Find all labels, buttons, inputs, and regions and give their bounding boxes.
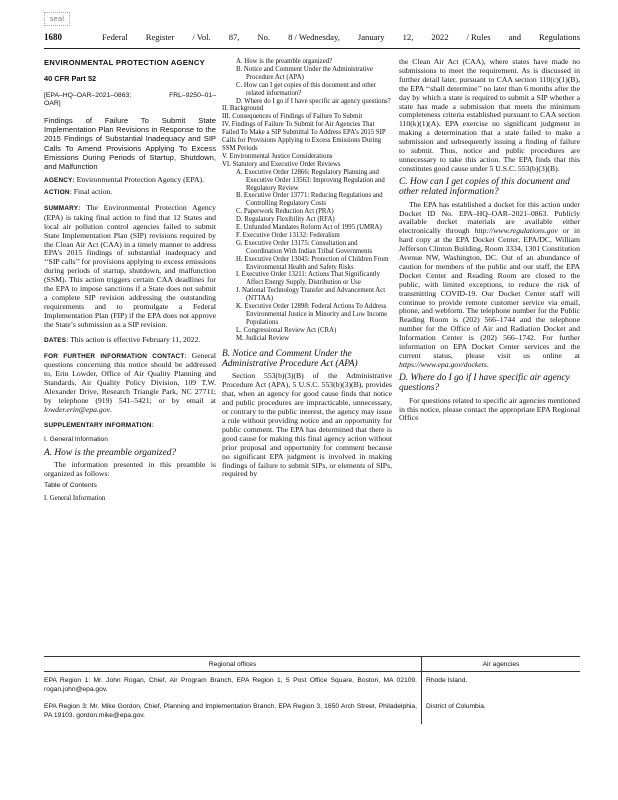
- running-title-segment: 87,: [228, 32, 240, 42]
- toc-first-item: I. General Information: [44, 494, 106, 502]
- table-cell-air-agency: District of Columbia.: [426, 703, 486, 710]
- agency-line: [44, 176, 216, 186]
- seal-stamp-icon: seal: [44, 12, 70, 26]
- supplementary-line: [44, 421, 216, 431]
- table-header: [44, 657, 580, 672]
- supplementary-label: SUPPLEMENTARY INFORMATION: [44, 421, 152, 429]
- table-cell-regional-office: EPA Region 3: Mr. Mike Gordon, Chief, Planning and Implementation Branch, EPA Region 3, 1650 Arch Street, Philadelphia, PA 19103. gordon.mike@epa.gov.: [44, 698, 422, 724]
- running-title-segment: / Vol.: [192, 32, 211, 42]
- summary-text: : The Environmental Protection Agency (EPA) is taking final action to find that 12 States and local air pollution control agencies failed to submit State Implementation Plan (SIP) revisions required by the Clean Air Act (CAA) in a timely manner to address EPA’s 2015 findings of substantial inadequacy and ‘‘SIP calls’’ for provisions applying to excess emissions during periods of startup, shutdown, and malfunction (SSM). This action triggers certain CAA deadlines for the EPA to impose sanctions if a State does not submit a complete SIP revision addressing the outstanding requirements and to promulgate a Federal Implementation Plan (FIP) if the EPA does not approve the State’s submission as a SIP revision.: [44, 202, 216, 329]
- paragraph-c: [399, 201, 580, 370]
- paragraph-c-end: .: [486, 359, 489, 369]
- table-of-contents: [222, 58, 392, 343]
- table-header-regional-offices: Regional offices: [44, 657, 422, 671]
- toc-item: C. How can I get copies of this document and other related information?: [236, 81, 376, 97]
- toc-item: M. Judicial Review: [236, 334, 290, 342]
- agency-text: : Environmental Protection Agency (EPA).: [72, 175, 204, 185]
- dates-paragraph: [44, 336, 216, 346]
- epa-dockets-link[interactable]: https://www.epa.gov/dockets: [399, 359, 487, 369]
- paragraph-cont: the Clean Air Act (CAA), where states have made no submissions to meet the requirement. As is discussed in further detail later, pursuant to CAA section 110(c)(1)(B), the EPA ‘‘shall determine’’ no later than 6 months after the day by which a state is required to submit a SIP whether a state has made a submission that meets the minimum completeness criteria established pursuant to CAA section 110(k)(1)(A). EPA exercise no significant judgment in making a determination that a state failed to make a submission and subsequently issuing a finding of failure to submit. Thus, notice and public procedures are unnecessary to take this action. The EPA finds that this constitutes good cause under 5 U.S.C. 553(b)(3)(B).: [399, 57, 580, 173]
- docket-right: FRL–9250–01–: [169, 91, 216, 99]
- cfr-part: 40 CFR Part 52: [44, 74, 97, 83]
- running-title-segment: Register: [145, 32, 175, 42]
- toc-item: I. Executive Order 13211: Actions That Significantly Affect Energy Supply, Distribution or Use: [236, 271, 381, 287]
- document-title: Findings of Failure To Submit State Implementation Plan Revisions in Response to the 2015 Findings of Substantial Inadequacy and SIP Calls To Amend Provisions Applying To Excess Emissions During Periods of Startup, Shutdown, and Malfunction: [44, 115, 216, 171]
- header-divider: [44, 48, 580, 49]
- toc-item: F. Executive Order 13132: Federalism: [236, 231, 340, 239]
- column-3: [399, 58, 580, 425]
- table-cell-air-agency: Rhode Island.: [426, 677, 468, 684]
- running-title-segment: Regulations: [539, 32, 581, 42]
- table-cell-regional-office: EPA Region 1: Mr. John Rogan, Chief, Air Program Branch, EPA Region 1, 5 Post Office Square, Boston, MA 02109. rogan.john@epa.gov.: [44, 672, 422, 698]
- page-number: 1680: [44, 32, 62, 42]
- contact-label: FOR FURTHER INFORMATION CONTACT: [44, 352, 185, 360]
- page-header: [44, 32, 580, 46]
- heading-d: D. Where do I go if I have specific air agency questions?: [399, 372, 570, 394]
- toc-item: A. How is the preamble organized?: [236, 58, 333, 65]
- paragraph-a: The information presented in this preamble is organized as follows:: [44, 460, 216, 478]
- section-1-roman: I.: [44, 435, 48, 443]
- toc-item: A. Executive Order 12866: Regulatory Planning and Executive Order 13563: Improving Regulation and Regulatory Review: [236, 168, 385, 192]
- toc-item: E. Unfunded Mandates Reform Act of 1995 (UMRA): [236, 224, 382, 232]
- toc-item: C. Paperwork Reduction Act (PRA): [236, 208, 334, 216]
- paragraph-d: For questions related to specific air agencies mentioned in this notice, please contact the appropriate EPA Regional Office: [399, 395, 580, 423]
- running-title-segment: January: [357, 32, 385, 42]
- agency-label: AGENCY: [44, 177, 73, 185]
- section-1-heading: [44, 435, 216, 445]
- action-text: : Final action.: [69, 187, 113, 197]
- paragraph-c-b: or in hard copy at the EPA Docket Center, EPA/DC, William Jefferson Clinton Building, Room 3334, 1301 Constitution Avenue NW, Washington, DC. Out of an abundance of caution for members of the public and our staff, the EPA Docket Center and Reading Room are closed to the public, with limited exceptions, to reduce the risk of transmitting COVID-19. Our Docket Center staff will continue to provide remote customer service via email, phone, and webform. The telephone number for the Public Reading Room is (202) 566–1744 and the telephone number for the Office of Air and Radiation Docket and Information Center is (202) 566–1742. For further information on EPA Docket Center services and the current status, please visit us online at: [399, 226, 581, 360]
- running-title-segment: / Rules: [466, 32, 491, 42]
- table-row: [44, 698, 580, 724]
- paragraph-b: Section 553(b)(3)(B) of the Administrative Procedure Act (APA), 5 U.S.C. 553(b)(3)(B), provides that, when an agency for good cause finds that notice and public procedures are impracticable, unnecessary, or contrary to the public interest, the agency may issue a rule without providing notice and an opportunity for public comment. The EPA has determined that there is good cause for making this final agency action without prior proposal and opportunity for comment because no significant EPA judgment is involved in making findings of failure to submit SIPs, or elements of SIPs, required by: [222, 371, 392, 479]
- table-row: [44, 672, 580, 698]
- action-line: [44, 188, 216, 198]
- column-2: [222, 58, 392, 481]
- docket-left-line: OAR]: [44, 99, 61, 107]
- dates-label: DATES: [44, 336, 67, 344]
- supplementary-text: :: [151, 419, 154, 429]
- toc-label: Table of Contents: [44, 481, 97, 489]
- toc-item: D. Where do I go if I have specific air agency questions?: [236, 97, 391, 105]
- running-title-segment: 8 / Wednesday,: [288, 32, 340, 42]
- toc-item: V. Environmental Justice Considerations: [222, 152, 333, 160]
- toc-item: L. Congressional Review Act (CRA): [236, 326, 337, 334]
- docket-left: [44, 92, 131, 108]
- toc-item: B. Executive Order 13771: Reducing Regulations and Controlling Regulatory Costs: [236, 192, 383, 208]
- heading-a: A. How is the preamble organized?: [44, 447, 177, 458]
- running-title: [102, 32, 580, 42]
- running-title-segment: 12,: [402, 32, 414, 42]
- contact-email-link[interactable]: lowder.erin@epa.gov: [44, 404, 110, 414]
- toc-item: VI. Statutory and Executive Order Reviews: [222, 160, 341, 168]
- contact-text: : General questions concerning this notice should be addressed to, Erin Lowder, Office of Air Quality Planning and Standards, Air Quality Policy Division, 109 T.W. Alexander Drive, Research Triangle Park, NC 27711; by telephone (919) 541–5421; or by email at: [44, 350, 216, 406]
- action-label: ACTION: [44, 189, 70, 197]
- running-title-segment: and: [508, 32, 522, 42]
- toc-item: D. Regulatory Flexibility Act (RFA): [236, 216, 335, 224]
- running-title-segment: Federal: [102, 32, 128, 42]
- heading-c: C. How can I get copies of this document and other related information?: [399, 176, 570, 198]
- column-1: [44, 58, 216, 503]
- dates-text: : This action is effective February 11, 2022.: [66, 334, 201, 344]
- toc-item: III. Consequences of Findings of Failure To Submit: [222, 113, 363, 121]
- toc-item: IV. Findings of Failure To Submit for Air Agencies That Failed To Make a SIP Submittal To Address EPA’s 2015 SIP Calls for Provisions Applying to Excess Emissions During SSM Periods: [222, 121, 386, 152]
- toc-item: K. Executive Order 12898: Federal Actions To Address Environmental Justice in Minority and Low Income Populations: [236, 303, 388, 326]
- toc-item: G. Executive Order 13175: Consultation and Coordination With Indian Tribal Governments: [236, 239, 373, 255]
- regional-offices-table: [44, 656, 580, 724]
- toc-item: H. Executive Order 13045: Protection of Children From Environmental Health and Safety Risks: [236, 255, 389, 271]
- summary-paragraph: [44, 204, 216, 330]
- docket-left-line: [EPA–HQ–OAR–2021–0863;: [44, 91, 132, 99]
- heading-b: B. Notice and Comment Under the Administrative Procedure Act (APA): [222, 348, 358, 370]
- agency-name: ENVIRONMENTAL PROTECTION AGENCY: [44, 58, 206, 67]
- table-header-air-agencies: Air agencies: [482, 661, 520, 668]
- running-title-segment: 2022: [431, 32, 449, 42]
- toc-item: B. Notice and Comment Under the Administrative Procedure Act (APA): [236, 65, 373, 81]
- contact-end: .: [110, 404, 112, 414]
- section-1-title: General Information: [49, 435, 108, 443]
- toc-item: II. Background: [222, 105, 264, 113]
- regulations-gov-link[interactable]: http://www.regulations.gov: [474, 226, 558, 236]
- running-title-segment: No.: [257, 32, 271, 42]
- summary-label: SUMMARY: [44, 204, 79, 212]
- paragraph-c-a: The EPA has established a docket for this action under Docket ID No. EPA–HQ–OAR–2021–0863. Publicly available docket materials are available either electronically through: [399, 199, 580, 236]
- contact-paragraph: [44, 352, 216, 415]
- docket-id: [44, 92, 216, 108]
- toc-item: J. National Technology Transfer and Advancement Act (NTTAA): [236, 287, 386, 303]
